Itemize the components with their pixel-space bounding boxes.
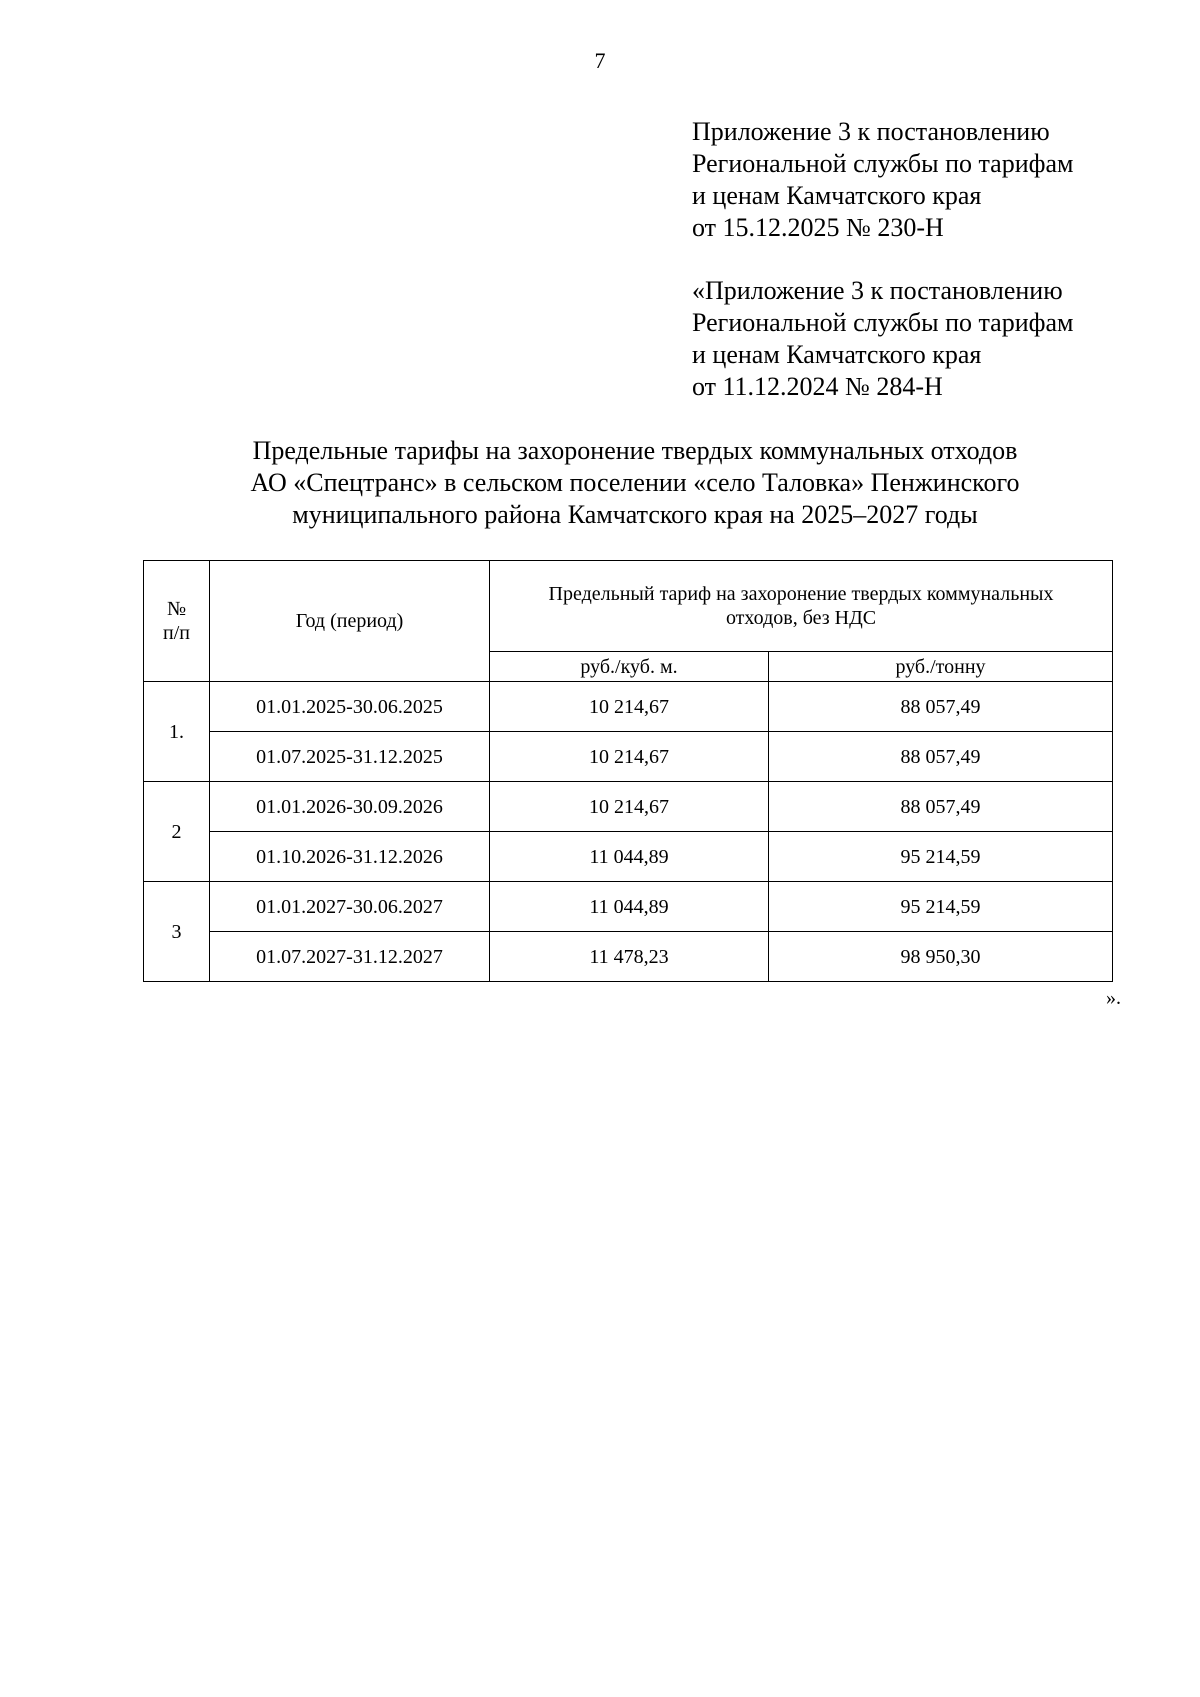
row-number: 2	[144, 782, 210, 882]
appendix-current-line: от 15.12.2025 № 230-Н	[692, 213, 944, 242]
table-row	[144, 882, 1113, 932]
row-tariff-per-cubic-meter: 11 044,89	[490, 832, 769, 882]
header-tariff-line: отходов, без НДС	[725, 607, 877, 629]
row-tariff-per-cubic-meter: 10 214,67	[490, 682, 769, 732]
appendix-previous-line: Региональной службы по тарифам	[692, 308, 1074, 337]
title-line: муниципального района Камчатского края на 2025–2027 годы	[292, 500, 978, 529]
page-number: 7	[594, 48, 606, 73]
row-number: 3	[144, 882, 210, 982]
appendix-previous-line: и ценам Камчатского края	[692, 340, 982, 369]
header-unit-weight: руб./тонну	[769, 652, 1113, 682]
appendix-current-line: Приложение 3 к постановлению	[692, 117, 1050, 146]
title-line: АО «Спецтранс» в сельском поселении «село Таловка» Пенжинского	[250, 468, 1020, 497]
title-line: Предельные тарифы на захоронение твердых коммунальных отходов	[252, 436, 1018, 465]
table-row	[144, 832, 1113, 882]
row-period: 01.01.2025-30.06.2025	[210, 682, 490, 732]
header-tariff	[490, 561, 1113, 652]
table-row	[144, 932, 1113, 982]
header-number	[144, 561, 210, 682]
row-tariff-per-ton: 95 214,59	[769, 832, 1113, 882]
row-period: 01.01.2027-30.06.2027	[210, 882, 490, 932]
row-tariff-per-cubic-meter: 11 044,89	[490, 882, 769, 932]
table-row	[144, 732, 1113, 782]
row-tariff-per-ton: 88 057,49	[769, 782, 1113, 832]
row-number: 1.	[144, 682, 210, 782]
tariff-table-header	[144, 561, 1113, 682]
row-tariff-per-cubic-meter: 10 214,67	[490, 732, 769, 782]
appendix-header-current	[692, 116, 1073, 244]
row-tariff-per-ton: 98 950,30	[769, 932, 1113, 982]
row-tariff-per-cubic-meter: 10 214,67	[490, 782, 769, 832]
appendix-current-line: и ценам Камчатского края	[692, 181, 982, 210]
table-row	[144, 682, 1113, 732]
row-period: 01.07.2027-31.12.2027	[210, 932, 490, 982]
header-unit-volume: руб./куб. м.	[490, 652, 769, 682]
row-tariff-per-cubic-meter: 11 478,23	[490, 932, 769, 982]
row-period: 01.07.2025-31.12.2025	[210, 732, 490, 782]
header-number-symbol: №	[166, 598, 187, 620]
header-number-abbr: п/п	[163, 622, 190, 644]
appendix-current-line: Региональной службы по тарифам	[692, 149, 1074, 178]
row-tariff-per-ton: 88 057,49	[769, 732, 1113, 782]
row-tariff-per-ton: 95 214,59	[769, 882, 1113, 932]
header-period: Год (период)	[210, 561, 490, 682]
table-row	[144, 782, 1113, 832]
row-period: 01.01.2026-30.09.2026	[210, 782, 490, 832]
appendix-header-previous	[692, 275, 1073, 403]
closing-quote-mark: ».	[1106, 987, 1121, 1009]
header-tariff-line: Предельный тариф на захоронение твердых коммунальных	[548, 583, 1054, 605]
appendix-previous-line: «Приложение 3 к постановлению	[692, 276, 1063, 305]
tariff-table-body	[144, 682, 1113, 982]
row-tariff-per-ton: 88 057,49	[769, 682, 1113, 732]
appendix-previous-line: от 11.12.2024 № 284-Н	[692, 372, 943, 401]
row-period: 01.10.2026-31.12.2026	[210, 832, 490, 882]
document-title	[120, 435, 1150, 531]
tariff-table	[143, 560, 1113, 982]
